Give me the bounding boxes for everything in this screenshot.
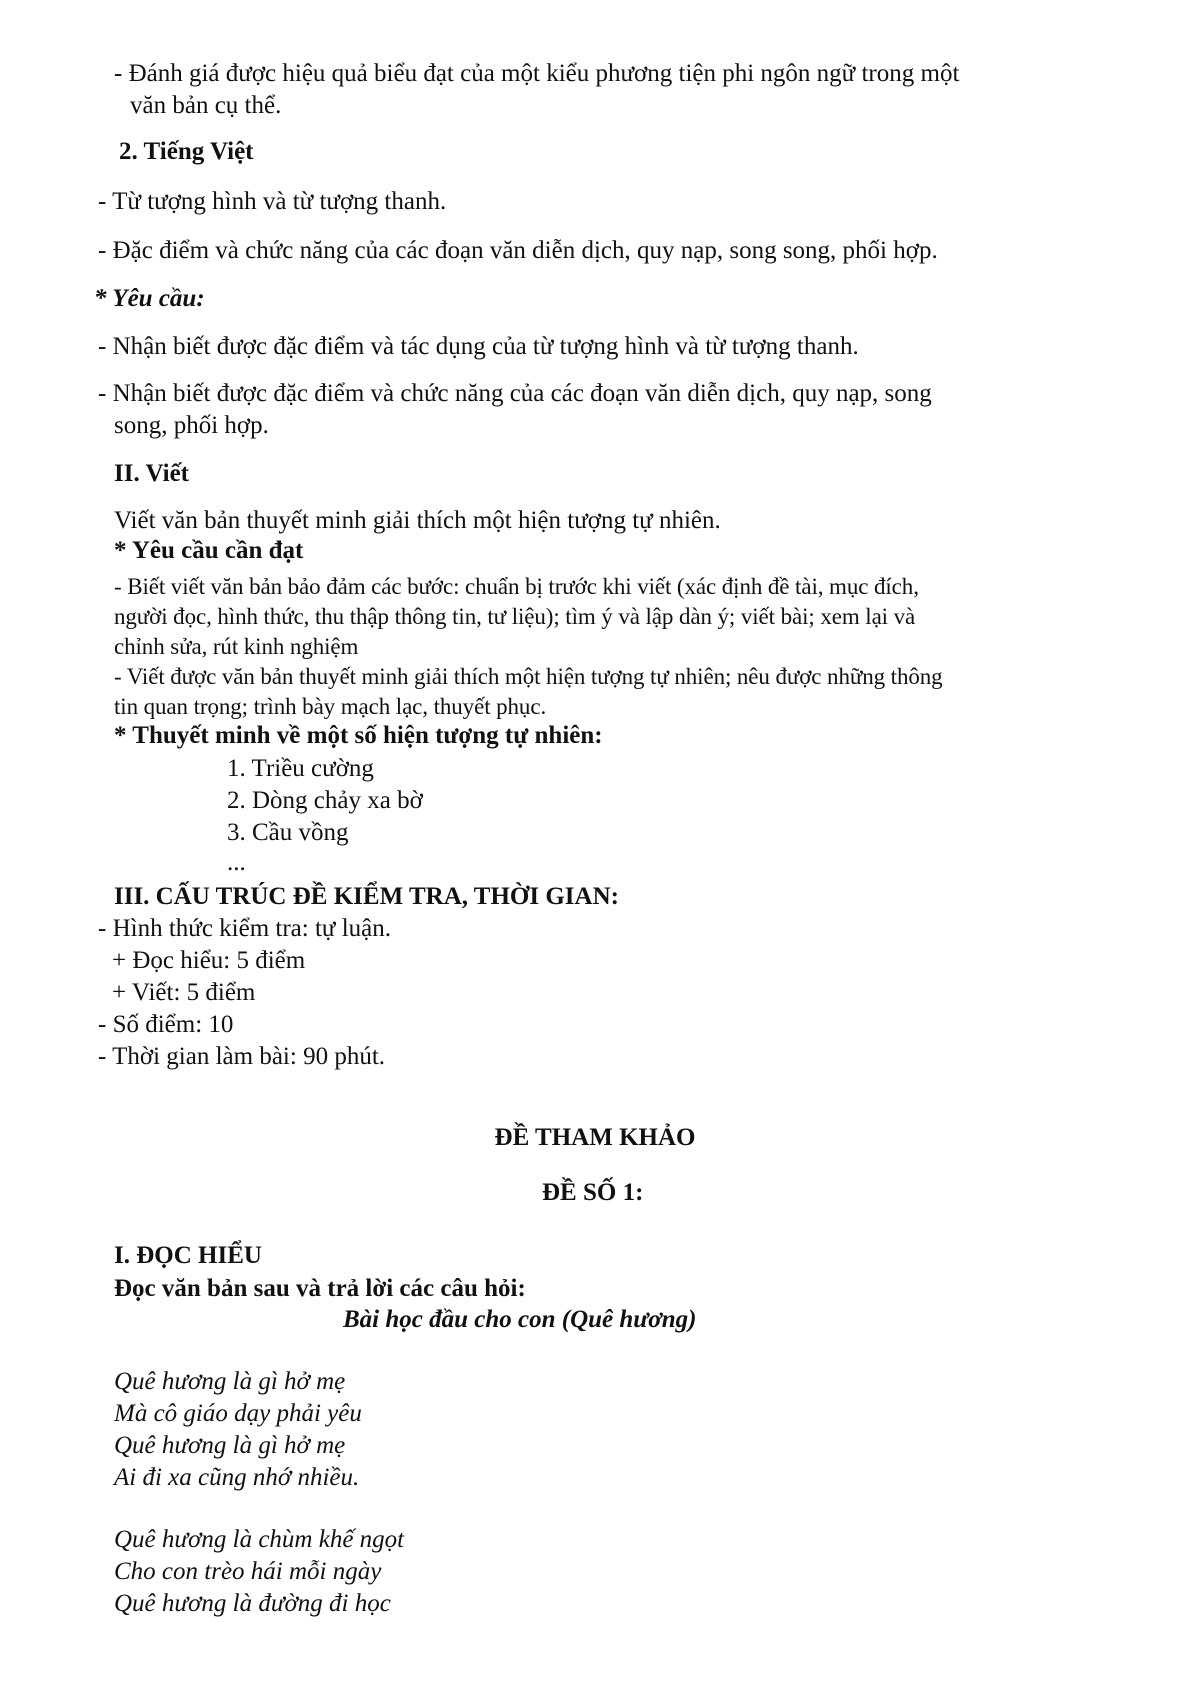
- poem-line-6: Cho con trèo hái mỗi ngày: [114, 1558, 382, 1585]
- objective-nonverbal-line-2: văn bản cụ thể.: [130, 92, 282, 119]
- poem-line-7: Quê hương là đường đi học: [114, 1590, 391, 1617]
- poem-line-2: Mà cô giáo dạy phải yêu: [114, 1400, 362, 1427]
- exam-part-doc-hieu: + Đọc hiểu: 5 điểm: [112, 947, 306, 974]
- writing-requirement-1-line-2: người đọc, hình thức, thu thập thông tin, tư liệu); tìm ý và lập dàn ý; viết bài; xem lại và: [114, 604, 916, 629]
- writing-task: Viết văn bản thuyết minh giải thích một hiện tượng tự nhiên.: [114, 507, 721, 534]
- exam-duration: - Thời gian làm bài: 90 phút.: [98, 1043, 386, 1070]
- reference-exam-title: ĐỀ THAM KHẢO: [494, 1124, 696, 1151]
- section-heading-viet: II. Viết: [114, 460, 189, 487]
- poem-line-1: Quê hương là gì hở mẹ: [114, 1368, 346, 1395]
- writing-requirement-1-line-3: chỉnh sửa, rút kinh nghiệm: [114, 634, 359, 659]
- exam-format: - Hình thức kiểm tra: tự luận.: [98, 915, 392, 942]
- poem-title: Bài học đầu cho con (Quê hương): [343, 1306, 697, 1333]
- phenomenon-ellipsis: ...: [227, 849, 246, 876]
- writing-requirement-2-line-1: - Viết được văn bản thuyết minh giải thích một hiện tượng tự nhiên; nêu được những thông: [114, 664, 943, 689]
- section-heading-doc-hieu: I. ĐỌC HIỂU: [114, 1242, 262, 1269]
- requirement-item-1: - Nhận biết được đặc điểm và tác dụng của từ tượng hình và từ tượng thanh.: [98, 333, 859, 360]
- phenomenon-item-3: 3. Cầu vồng: [227, 819, 349, 846]
- writing-requirement-1-line-1: - Biết viết văn bản bảo đảm các bước: chuẩn bị trước khi viết (xác định đề tài, mục đích,: [114, 574, 919, 599]
- section-heading-tieng-viet: 2. Tiếng Việt: [119, 138, 254, 165]
- writing-requirement-2-line-2: tin quan trọng; trình bày mạch lạc, thuyết phục.: [114, 694, 547, 719]
- reading-instruction: Đọc văn bản sau và trả lời các câu hỏi:: [114, 1275, 526, 1302]
- exam-number-title: ĐỀ SỐ 1:: [542, 1179, 644, 1206]
- requirement-item-2-line-1: - Nhận biết được đặc điểm và chức năng của các đoạn văn diễn dịch, quy nạp, song: [98, 380, 932, 407]
- content-item-doan-van: - Đặc điểm và chức năng của các đoạn văn diễn dịch, quy nạp, song song, phối hợp.: [98, 237, 938, 264]
- poem-line-4: Ai đi xa cũng nhớ nhiều.: [114, 1464, 360, 1491]
- phenomenon-item-1: 1. Triều cường: [227, 755, 374, 782]
- writing-requirement-heading: * Yêu cầu cần đạt: [114, 537, 304, 564]
- content-item-tuong-hinh: - Từ tượng hình và từ tượng thanh.: [98, 188, 447, 215]
- requirement-heading: * Yêu cầu:: [94, 285, 205, 312]
- poem-line-5: Quê hương là chùm khế ngọt: [114, 1526, 405, 1553]
- phenomena-heading: * Thuyết minh về một số hiện tượng tự nhiên:: [114, 722, 603, 749]
- section-heading-cau-truc: III. CẤU TRÚC ĐỀ KIỂM TRA, THỜI GIAN:: [114, 883, 619, 910]
- objective-nonverbal-line-1: - Đánh giá được hiệu quả biểu đạt của một kiểu phương tiện phi ngôn ngữ trong một: [114, 60, 960, 87]
- exam-total-score: - Số điểm: 10: [98, 1011, 234, 1038]
- phenomenon-item-2: 2. Dòng chảy xa bờ: [227, 787, 423, 814]
- exam-part-viet: + Viết: 5 điểm: [112, 979, 256, 1006]
- requirement-item-2-line-2: song, phối hợp.: [114, 412, 269, 439]
- poem-line-3: Quê hương là gì hở mẹ: [114, 1432, 346, 1459]
